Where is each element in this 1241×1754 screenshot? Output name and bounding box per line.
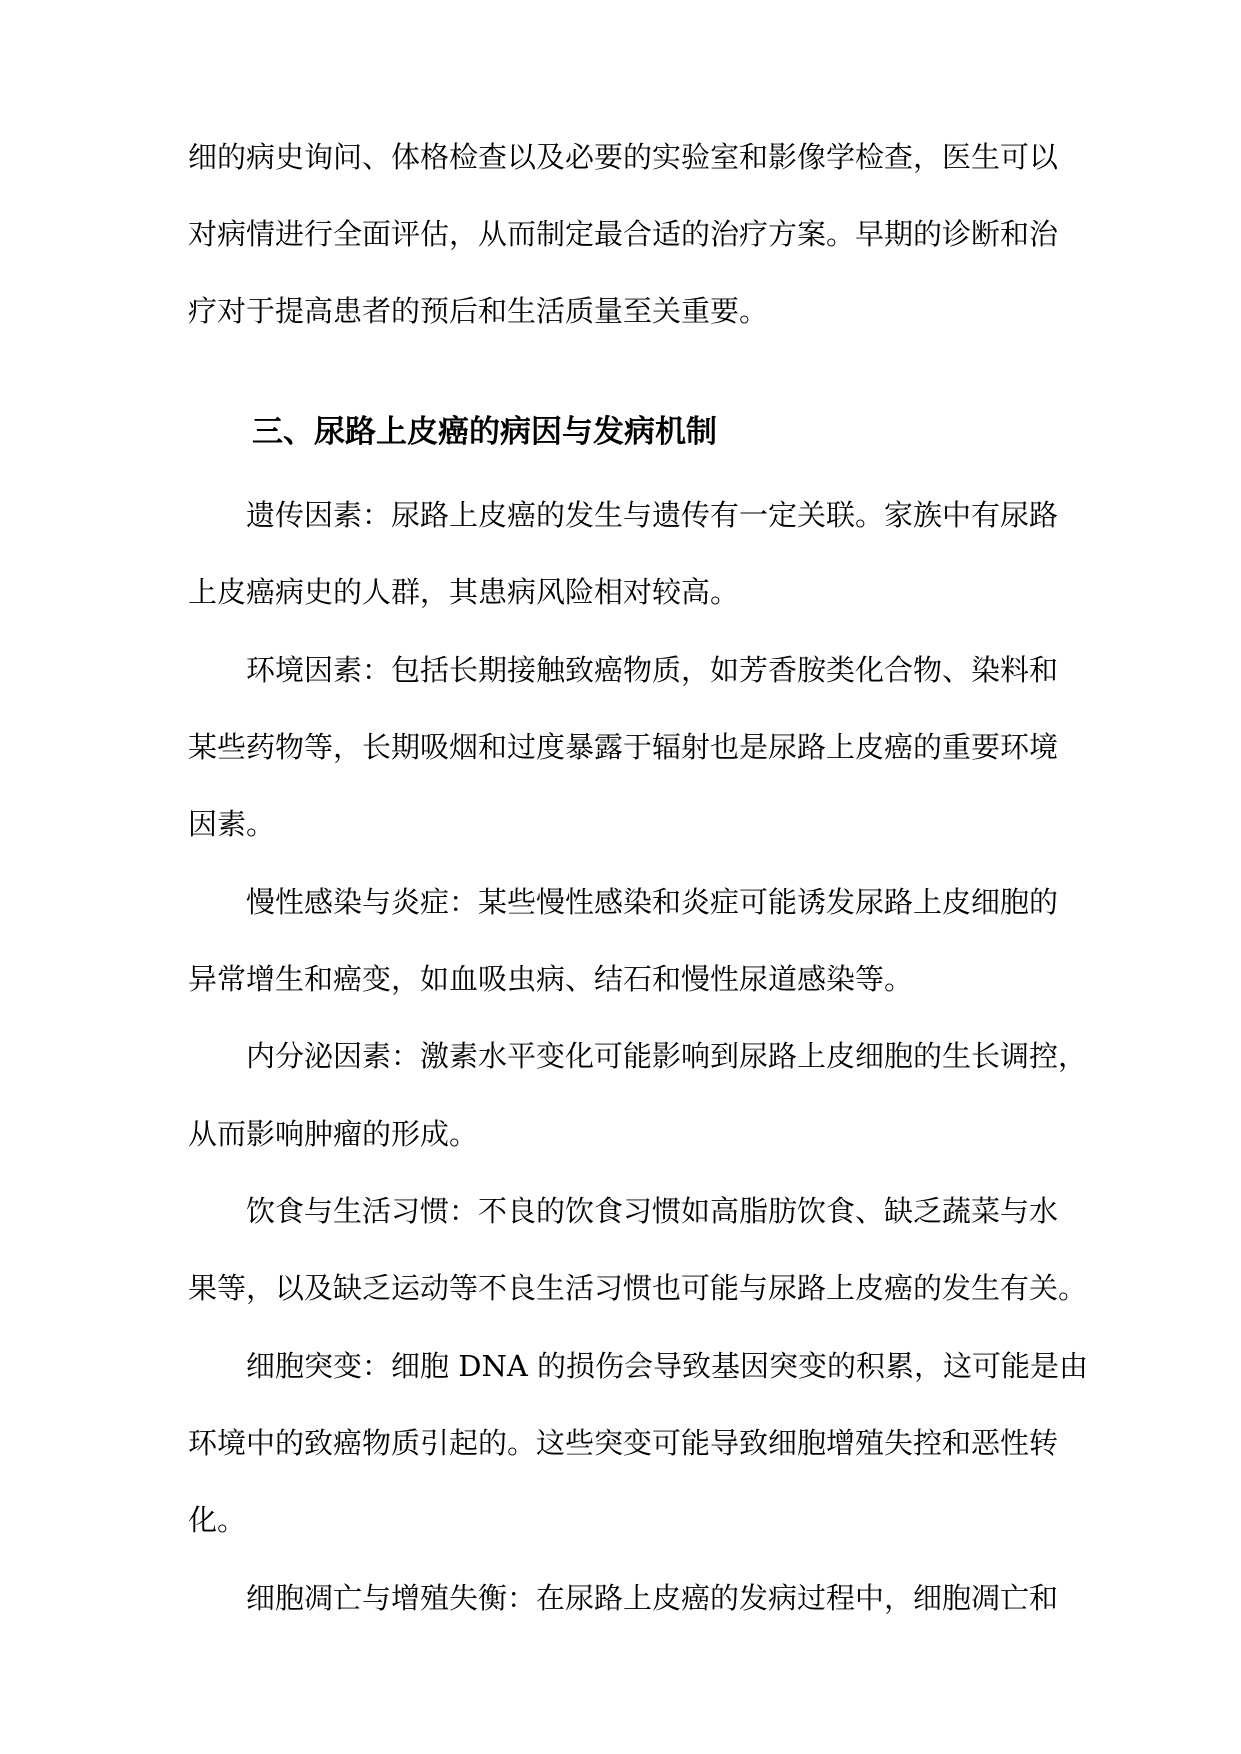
paragraph-line: 化。: [188, 1503, 247, 1537]
section-heading: 三、尿路上皮癌的病因与发病机制: [252, 414, 717, 450]
intro-line-1: 细的病史询问、体格检查以及必要的实验室和影像学检查，医生可以: [188, 140, 1059, 174]
intro-line-3: 疗对于提高患者的预后和生活质量至关重要。: [188, 294, 769, 328]
paragraph-line: 异常增生和癌变，如血吸虫病、结石和慢性尿道感染等。: [188, 962, 914, 996]
paragraph-line: 从而影响肿瘤的形成。: [188, 1117, 479, 1151]
paragraph-line: 环境中的致癌物质引起的。这些突变可能导致细胞增殖失控和恶性转: [188, 1426, 1059, 1460]
paragraph-line: 内分泌因素：激素水平变化可能影响到尿路上皮细胞的生长调控，: [246, 1039, 1088, 1073]
intro-line-2: 对病情进行全面评估，从而制定最合适的治疗方案。早期的诊断和治: [188, 217, 1059, 251]
paragraph-line: 细胞突变：细胞 DNA 的损伤会导致基因突变的积累，这可能是由: [246, 1349, 1089, 1383]
paragraph-line: 环境因素：包括长期接触致癌物质，如芳香胺类化合物、染料和: [246, 653, 1059, 687]
paragraph-line: 慢性感染与炎症：某些慢性感染和炎症可能诱发尿路上皮细胞的: [246, 885, 1059, 919]
paragraph-line: 遗传因素：尿路上皮癌的发生与遗传有一定关联。家族中有尿路: [246, 498, 1059, 532]
paragraph-line: 果等，以及缺乏运动等不良生活习惯也可能与尿路上皮癌的发生有关。: [188, 1271, 1088, 1305]
paragraph-line: 细胞凋亡与增殖失衡：在尿路上皮癌的发病过程中，细胞凋亡和: [246, 1581, 1059, 1615]
paragraph-line: 上皮癌病史的人群，其患病风险相对较高。: [188, 575, 740, 609]
paragraph-line: 饮食与生活习惯：不良的饮食习惯如高脂肪饮食、缺乏蔬菜与水: [246, 1194, 1059, 1228]
paragraph-line: 因素。: [188, 807, 276, 841]
paragraph-line: 某些药物等，长期吸烟和过度暴露于辐射也是尿路上皮癌的重要环境: [188, 730, 1059, 764]
